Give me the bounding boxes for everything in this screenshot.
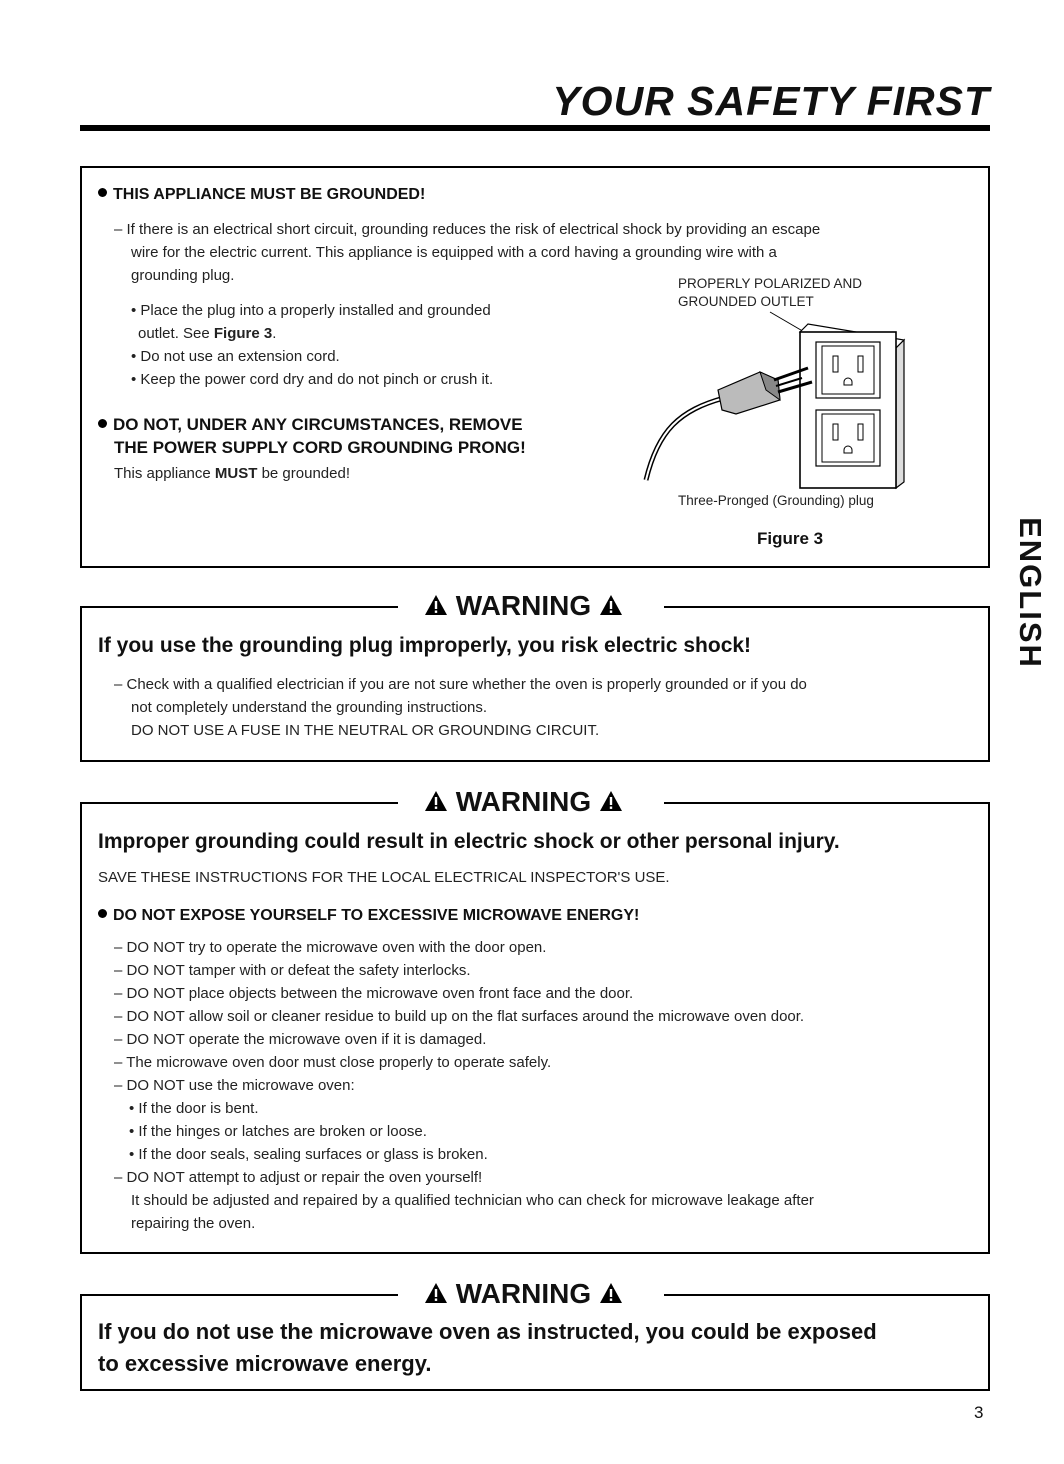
warning-rule-left: [80, 606, 398, 608]
warning-icon: [424, 594, 448, 616]
warning-rule-right: [664, 1294, 990, 1296]
grounding-bullet-cord: • Keep the power cord dry and do not pinch or crush it.: [131, 371, 494, 388]
energy-item: – DO NOT operate the microwave oven if it is damaged.: [114, 1031, 487, 1048]
grounding-bullet-place: • Place the plug into a properly installed and grounded: [131, 302, 491, 319]
energy-subitem: • If the door seals, sealing surfaces or glass is broken.: [129, 1146, 488, 1163]
figure-label-line-1: PROPERLY POLARIZED AND: [678, 276, 863, 291]
energy-item: – The microwave oven door must close properly to operate safely.: [114, 1054, 552, 1071]
grounding-intro-line-2: wire for the electric current. This appliance is equipped with a cord having a grounding wire with a: [131, 244, 777, 261]
side-tab-english: [1014, 513, 1046, 673]
warning-rule-right: [664, 606, 990, 608]
energy-item: – DO NOT try to operate the microwave oven with the door open.: [114, 939, 547, 956]
energy-heading: DO NOT EXPOSE YOURSELF TO EXCESSIVE MICROWAVE ENERGY!: [98, 906, 639, 926]
page-title: YOUR SAFETY FIRST: [552, 78, 990, 124]
grounding-heading: THIS APPLIANCE MUST BE GROUNDED!: [98, 185, 425, 205]
outlet-illustration: [640, 310, 920, 490]
warning-icon: [599, 790, 623, 812]
warning2-headline: Improper grounding could result in electric shock or other personal injury.: [98, 830, 840, 853]
must-be-grounded: This appliance MUST be grounded!: [114, 465, 350, 482]
figure-label-line-2: GROUNDED OUTLET: [678, 294, 814, 309]
grounding-bullet-place-cont: outlet. See Figure 3.: [138, 325, 277, 342]
warning-icon: [424, 790, 448, 812]
energy-item: – DO NOT place objects between the microwave oven front face and the door.: [114, 985, 634, 1002]
bullet-dot: [98, 188, 107, 197]
grounding-intro-line-3: grounding plug.: [131, 267, 235, 284]
figure-caption: Three-Pronged (Grounding) plug: [678, 493, 874, 508]
warning-rule-left: [80, 802, 398, 804]
warning-rule-left: [80, 1294, 398, 1296]
warning-heading-1: WARNING: [424, 590, 623, 622]
energy-subitem: • If the door is bent.: [129, 1100, 259, 1117]
figure-title: Figure 3: [757, 529, 824, 548]
grounding-intro-line-1: – If there is an electrical short circuit, grounding reduces the risk of electrical shock by providing an escape: [114, 221, 821, 238]
energy-item: – DO NOT use the microwave oven:: [114, 1077, 355, 1094]
warning-heading-3: WARNING: [424, 1278, 623, 1310]
warning1-line-2: not completely understand the grounding instructions.: [131, 699, 488, 716]
warning3-headline-line-2: to excessive microwave energy.: [98, 1351, 432, 1376]
page-number: 3: [974, 1403, 984, 1422]
warning-icon: [424, 1282, 448, 1304]
warning1-line-1: – Check with a qualified electrician if you are not sure whether the oven is properly grounded or if you do: [114, 676, 807, 693]
bullet-dot: [98, 419, 107, 428]
warning-heading-2: WARNING: [424, 786, 623, 818]
energy-item: – DO NOT tamper with or defeat the safety interlocks.: [114, 962, 471, 979]
prong-heading: DO NOT, UNDER ANY CIRCUMSTANCES, REMOVE: [98, 415, 523, 435]
energy-item: – DO NOT allow soil or cleaner residue to build up on the flat surfaces around the microwave oven door.: [114, 1008, 805, 1025]
side-tab-label: ENGLISH: [1013, 517, 1048, 669]
grounding-bullet-extension: • Do not use an extension cord.: [131, 348, 340, 365]
energy-item-cont: repairing the oven.: [131, 1215, 256, 1232]
energy-item-cont: It should be adjusted and repaired by a qualified technician who can check for microwave leakage after: [131, 1192, 814, 1209]
warning-icon: [599, 1282, 623, 1304]
warning3-headline-line-1: If you do not use the microwave oven as instructed, you could be exposed: [98, 1319, 877, 1344]
warning-icon: [599, 594, 623, 616]
figure-reference: Figure 3: [213, 325, 273, 342]
warning1-line-3: DO NOT USE A FUSE IN THE NEUTRAL OR GROUNDING CIRCUIT.: [131, 722, 600, 739]
warning1-headline: If you use the grounding plug improperly, you risk electric shock!: [98, 634, 752, 657]
energy-item: – DO NOT attempt to adjust or repair the oven yourself!: [114, 1169, 483, 1186]
warning-rule-right: [664, 802, 990, 804]
prong-heading-line-2: THE POWER SUPPLY CORD GROUNDING PRONG!: [114, 438, 526, 457]
warning2-save-line: SAVE THESE INSTRUCTIONS FOR THE LOCAL ELECTRICAL INSPECTOR'S USE.: [98, 869, 670, 886]
energy-subitem: • If the hinges or latches are broken or loose.: [129, 1123, 427, 1140]
title-rule: [80, 125, 990, 131]
bullet-dot: [98, 909, 107, 918]
